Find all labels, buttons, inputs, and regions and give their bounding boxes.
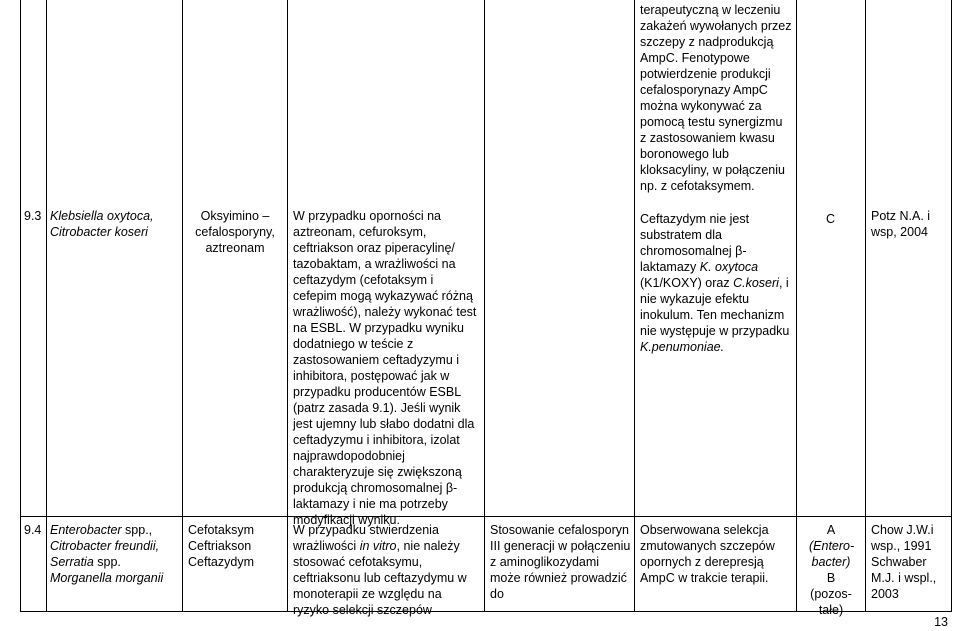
row-9-3-organism: Klebsiella oxytoca, Citrobacter koseri [50, 209, 154, 239]
grade-b-note: (pozos-tałe) [810, 587, 852, 617]
row-9-4-interpretation [293, 522, 479, 618]
column-divider-4 [484, 0, 485, 612]
grade-a: A [826, 523, 836, 537]
comment-species-k-oxytoca: K. oxytoca [699, 260, 759, 274]
comment-species-k-pneumoniae: K.penumoniae. [640, 340, 725, 354]
row-9-3-remark-continued: terapeutyczną w leczeniu zakażeń wywołanych przez szczepy z nadprodukcją AmpC. Fenotypowe potwierdzenie produkcji cefalosporynazy AmpC można wykonywać za pomocą testu synergizmu z zastosowaniem kwasu boronowego lub kloksacyliny, w połączeniu np. z cefotaksymem. [640, 3, 792, 193]
row-9-4-recommendation [490, 522, 632, 602]
grade-b: B [826, 571, 836, 585]
organism-morganella: Morganella morganii [50, 571, 164, 585]
column-divider-3 [287, 0, 288, 612]
row-9-3-number: 9.3 [24, 209, 42, 223]
page-number: 13 [934, 615, 948, 629]
column-divider-5 [634, 0, 635, 612]
grade-a-note: (Entero-bacter) [809, 539, 855, 569]
interpretation-text: W przypadku stwierdzenia wrażliwości [293, 523, 439, 553]
row-9-4-drugs: Cefotaksym Ceftriakson Ceftazydym [188, 523, 254, 569]
row-9-4-comment: Obserwowana selekcja zmutowanych szczepów opornych z derepresją AmpC w trakcie terapii. [640, 523, 775, 585]
comment-species-c-koseri: C.koseri [733, 276, 779, 290]
organism-text: spp., [121, 523, 153, 537]
comment-text: , i nie wykazuje efektu inokulum. Ten mechanizm nie występuje w przypadku [640, 276, 790, 338]
column-divider-2 [182, 0, 183, 612]
column-divider-7 [865, 0, 866, 612]
interpretation-in-vitro: in vitro [359, 539, 397, 553]
row-9-4-reference: Chow J.W.i wsp., 1991 Schwaber M.J. i wspl., 2003 [871, 523, 937, 601]
organism-enterobacter: Enterobacter [50, 523, 122, 537]
column-divider-6 [796, 0, 797, 612]
row-9-3-comment [640, 211, 792, 355]
row-9-4-number: 9.4 [24, 523, 42, 537]
organism-citrobacter-serratia: Citrobacter freundii, Serratia [50, 539, 160, 569]
row-9-3-grade: C [826, 212, 836, 226]
interpretation-text: , nie należy stosować cefotaksymu, ceftriaksonu lub ceftazydymu w monoterapii ze względu na ryzyko selekcji szczepów [293, 539, 467, 617]
comment-text: (K1/KOXY) oraz [640, 276, 734, 290]
recommendation-text: Stosowanie cefalosporyn III generacji w połączeniu z aminoglikozydami może również [490, 523, 631, 585]
table-border-right [951, 0, 952, 612]
table-border-left [20, 0, 21, 612]
comment-text: Ceftazydym nie jest substratem dla chromosomalnej β-laktamazy [640, 212, 750, 274]
row-9-3-reference: Potz N.A. i wsp, 2004 [871, 209, 931, 239]
organism-text: spp. [93, 555, 121, 569]
row-9-3-interpretation: W przypadku oporności na aztreonam, cefuroksym, ceftriakson oraz piperacylinę/ tazobaktam, a wrażliwości na ceftazydym (cefotaksym i cefepim mogą wykazywać różną wrażliwość), należy wykonać test na ESBL. W przypadku wyniku dodatniego w teście z zastosowaniem ceftadyzymu i inhibitora, postępować jak w przypadku producentów ESBL (patrz zasada 9.1). Jeśli wynik jest ujemny lub słabo dodatni dla ceftadyzymu i inhibitora, izolat najprawdopodobniej charakteryzuje się zwiększoną produkcją chromosomalnej β-laktamazy i nie ma potrzeby modyfikacji wyniku. [293, 209, 477, 527]
row-9-3-drugs: Oksyimino – cefalosporyny, aztreonam [195, 209, 275, 255]
row-9-4-organism [50, 522, 180, 586]
recommendation-text: prowadzić do [490, 571, 627, 601]
column-divider-1 [46, 0, 47, 612]
row-9-4-grade [800, 522, 862, 618]
row-divider [20, 516, 952, 517]
